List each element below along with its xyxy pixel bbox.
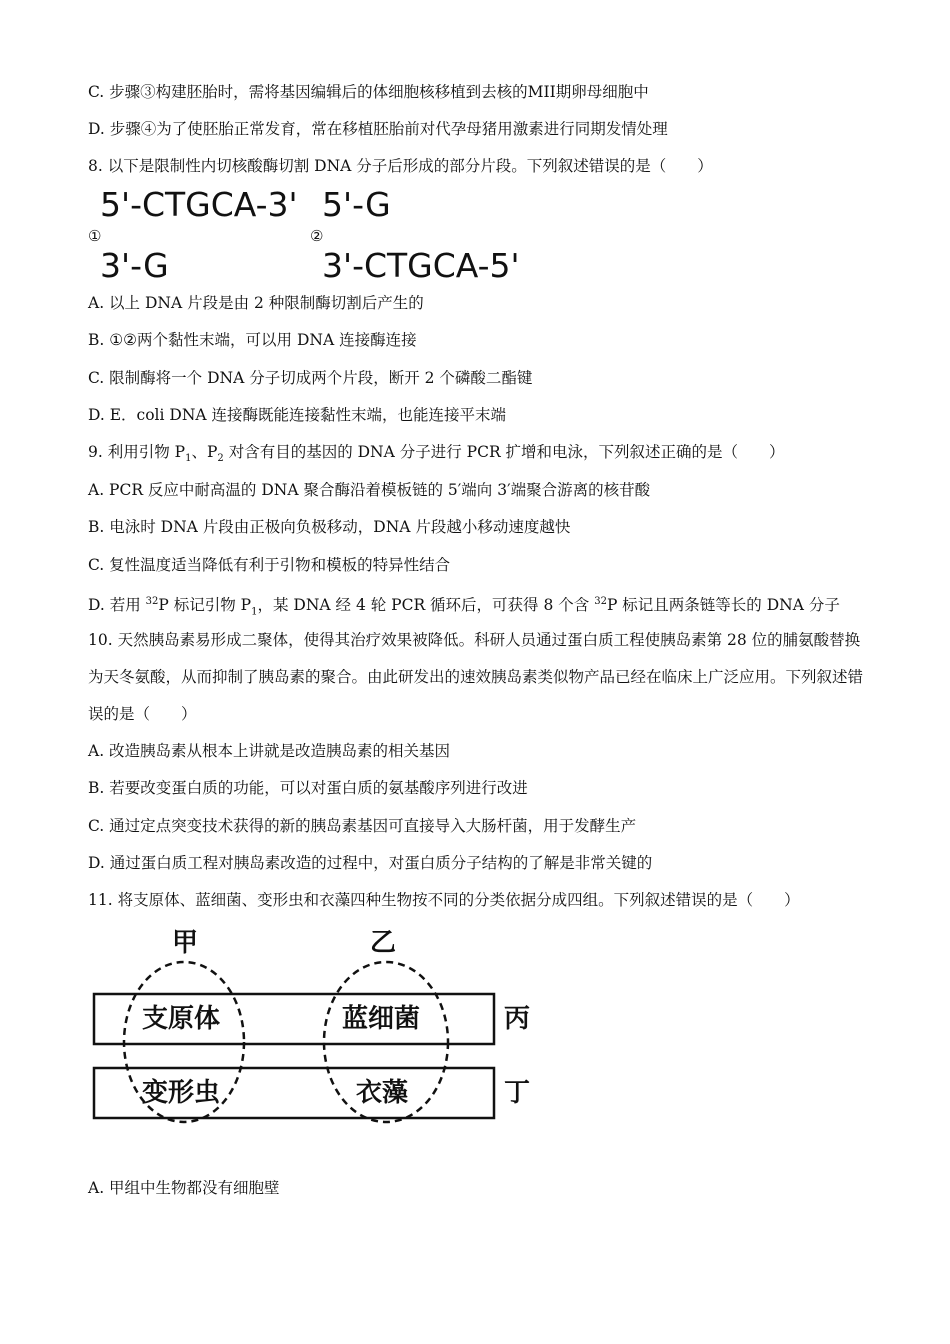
option-10d: D. 通过蛋白质工程对胰岛素改造的过程中，对蛋白质分子结构的了解是非常关键的 xyxy=(88,854,653,872)
option-11a: A. 甲组中生物都没有细胞壁 xyxy=(88,1179,280,1197)
option-9a: A. PCR 反应中耐高温的 DNA 聚合酶沿着模板链的 5′端向 3′端聚合游离的核苷酸 xyxy=(88,481,651,499)
label-yi: 乙 xyxy=(370,928,397,958)
fragment-2-bottom-strand: 3'-CTGCA-5' xyxy=(322,246,520,285)
option-9c: C. 复性温度适当降低有利于引物和模板的特异性结合 xyxy=(88,556,451,574)
option-8c: C. 限制酶将一个 DNA 分子切成两个片段，断开 2 个磷酸二酯键 xyxy=(88,369,533,387)
option-7c: C. 步骤③构建胚胎时，需将基因编辑后的体细胞核移植到去核的MII期卵母细胞中 xyxy=(88,83,649,101)
organism-lanxijun: 蓝细菌 xyxy=(342,1004,421,1034)
option-8d: D. E．coli DNA 连接酶既能连接黏性末端，也能连接平末端 xyxy=(88,406,507,424)
question-10: 10. 天然胰岛素易形成二聚体，使得其治疗效果被降低。科研人员通过蛋白质工程使胰岛素第 28 位的脯氨酸替换为天冬氨酸，从而抑制了胰岛素的聚合。由此研发出的速效胰岛素类似物产品已经在临床上广泛应用。下列叙述错误的是（ ） xyxy=(88,631,864,723)
question-8: 8. 以下是限制性内切核酸酶切割 DNA 分子后形成的部分片段。下列叙述错误的是（ ） xyxy=(88,157,713,175)
label-ding: 丁 xyxy=(504,1078,531,1108)
option-8a: A. 以上 DNA 片段是由 2 种限制酶切割后产生的 xyxy=(88,294,424,312)
option-10c: C. 通过定点突变技术获得的新的胰岛素基因可直接导入大肠杆菌，用于发酵生产 xyxy=(88,817,637,835)
question-11: 11. 将支原体、蓝细菌、变形虫和衣藻四种生物按不同的分类依据分成四组。下列叙述错误的是（ ） xyxy=(88,891,800,909)
option-10a: A. 改造胰岛素从根本上讲就是改造胰岛素的相关基因 xyxy=(88,742,451,760)
organism-bianxingchong: 变形虫 xyxy=(142,1078,221,1108)
organism-zhiyuanti: 支原体 xyxy=(142,1004,221,1034)
option-10b: B. 若要改变蛋白质的功能，可以对蛋白质的氨基酸序列进行改进 xyxy=(88,779,528,797)
question-9: 9. 利用引物 $P_1$、$P_2$ 对含有目的基因的 DNA 分子进行 PCR 扩增和电泳，下列叙述正确的是（ ） xyxy=(88,443,785,465)
option-7d: D. 步骤④为了使胚胎正常发育，常在移植胚胎前对代孕母猪用激素进行同期发情处理 xyxy=(88,120,668,138)
diagram-shapes xyxy=(90,928,550,1158)
fragment-1-bottom-strand: 3'-G xyxy=(100,246,169,285)
fragment-1-label: ① xyxy=(88,227,102,245)
fragment-1-top-strand: 5'-CTGCA-3' xyxy=(100,185,298,224)
label-bing: 丙 xyxy=(504,1004,531,1034)
option-9d: D. 若用 $^{32}$P 标记引物 $P_1$，某 DNA 经 4 轮 PCR 循环后，可获得 8 个含 $^{32}$P 标记且两条链等长的 DNA 分子 xyxy=(88,596,840,618)
fragment-2-label: ② xyxy=(310,227,324,245)
option-9b: B. 电泳时 DNA 片段由正极向负极移动，DNA 片段越小移动速度越快 xyxy=(88,518,571,536)
option-8b: B. ①②两个黏性末端，可以用 DNA 连接酶连接 xyxy=(88,331,417,349)
fragment-2-top-strand: 5'-G xyxy=(322,185,391,224)
classification-diagram xyxy=(90,928,550,1158)
organism-yizao: 衣藻 xyxy=(356,1078,409,1108)
label-jia: 甲 xyxy=(172,928,199,958)
